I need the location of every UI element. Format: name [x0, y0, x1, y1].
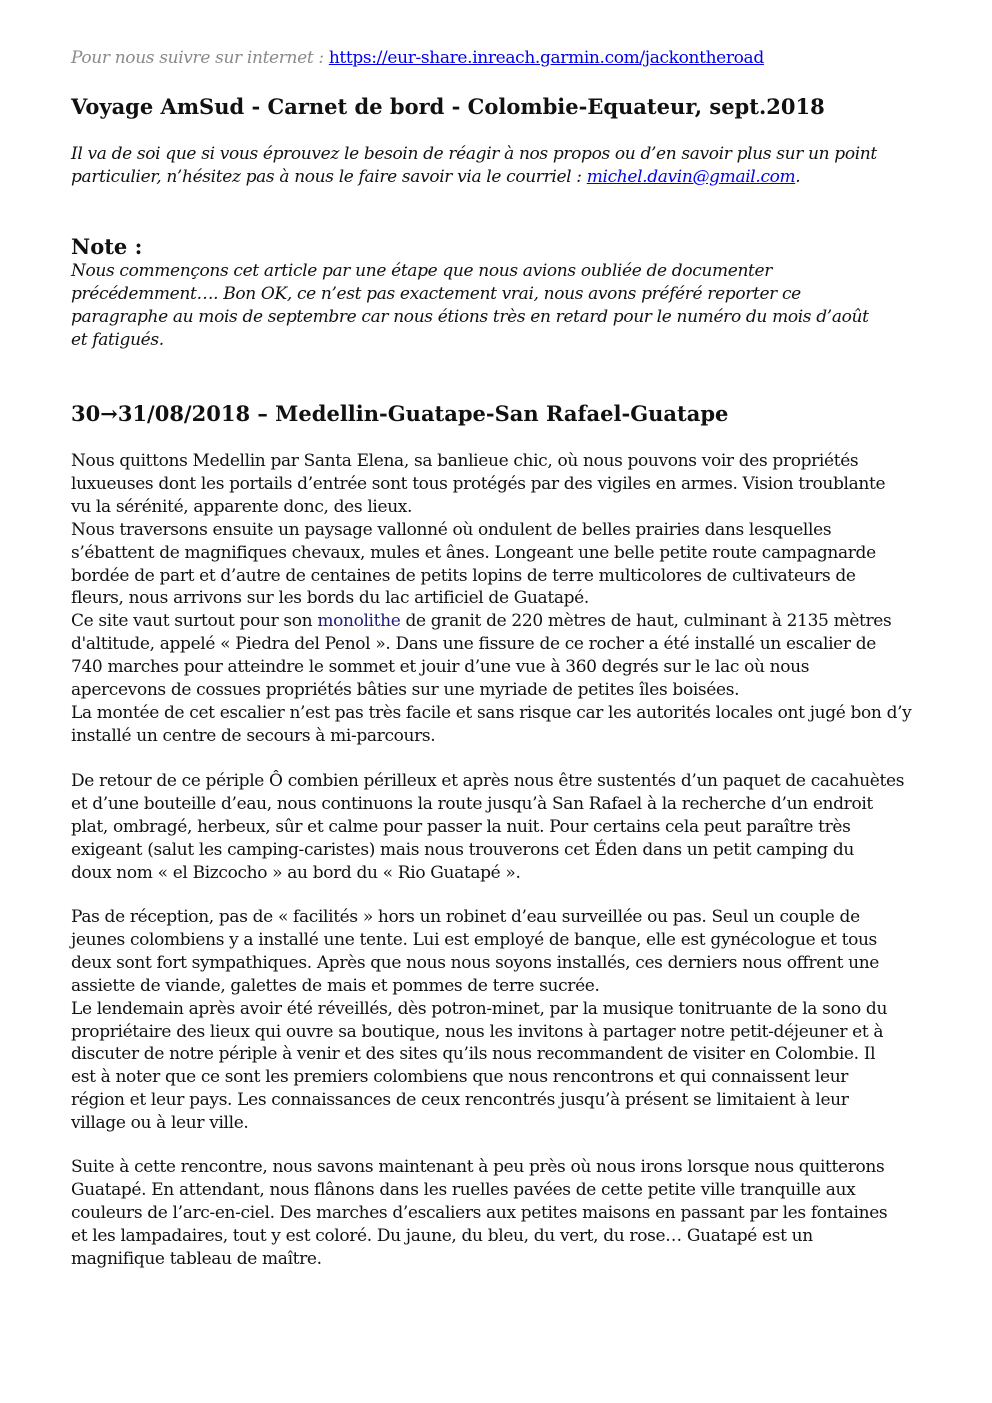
tracking-link[interactable]: https://eur-share.inreach.garmin.com/jackontheroad	[328, 48, 764, 68]
paragraph	[71, 450, 885, 610]
paragraph	[71, 633, 911, 748]
text-line: est à noter que ce sont les premiers colombiens que nous rencontrons et qui connaissent leur	[71, 1067, 849, 1088]
text-line: Nous commençons cet article par une étape que nous avions oubliée de documenter	[71, 261, 773, 281]
text-line: et d’une bouteille d’eau, nous continuons la route jusqu’à San Rafael à la recherche d’un endroit	[71, 793, 873, 814]
follow-line	[71, 47, 764, 70]
text-line: Pas de réception, pas de « facilités » hors un robinet d’eau surveillée ou pas. Seul un couple de	[71, 907, 860, 927]
intro-line: Il va de soi que si vous éprouvez le besoin de réagir à nos propos ou d’en savoir plus sur un point	[71, 144, 877, 164]
paragraph	[71, 1156, 887, 1271]
monolithe-line	[71, 610, 891, 633]
text-line: couleurs de l’arc-en-ciel. Des marches d’escaliers aux petites maisons en passant par les fontaines	[71, 1202, 888, 1223]
text-line: Guatapé. En attendant, nous flânons dans les ruelles pavées de cette petite ville tranquille aux	[71, 1179, 856, 1200]
text-line: village ou à leur ville.	[71, 1113, 249, 1134]
note-paragraph	[71, 260, 869, 352]
text-line: luxueuses dont les portails d’entrée sont tous protégés par des vigiles en armes. Vision troublante	[71, 473, 886, 494]
monolithe-highlight: monolithe	[317, 611, 401, 631]
text-line: Suite à cette rencontre, nous savons maintenant à peu près où nous irons lorsque nous quitterons	[71, 1157, 885, 1177]
text-line: s’ébattent de magnifiques chevaux, mules et ânes. Longeant une belle petite route campagnarde	[71, 542, 876, 563]
text-line: fleurs, nous arrivons sur les bords du lac artificiel de Guatapé.	[71, 588, 589, 609]
follow-label: Pour nous suivre sur internet :	[71, 48, 329, 68]
email-link[interactable]: michel.davin@gmail.com	[586, 166, 796, 187]
paragraph	[71, 770, 904, 885]
text-line: paragraphe au mois de septembre car nous étions très en retard pour le numéro du mois d’août	[71, 306, 869, 327]
text-line: installé un centre de secours à mi-parcours.	[71, 725, 436, 746]
text-line: propriétaire des lieux qui ouvre sa boutique, nous les invitons à partager notre petit-déjeuner et à	[71, 1021, 884, 1042]
note-heading: Note :	[71, 234, 143, 259]
text-line: bordée de part et d’autre de centaines de petits lopins de terre multicolores de cultivateurs de	[71, 565, 856, 586]
intro-line	[71, 166, 877, 189]
text-line: d'altitude, appelé « Piedra del Penol ». Dans une fissure de ce rocher a été installé un escalier de	[71, 634, 876, 654]
paragraph	[71, 906, 887, 1135]
text: Ce site vaut surtout pour son	[71, 611, 318, 631]
text-line: et fatigués.	[71, 329, 164, 350]
text-line: Nous quittons Medellin par Santa Elena, sa banlieue chic, où nous pouvons voir des propriétés	[71, 451, 859, 471]
text-line: vu la sérénité, apparente donc, des lieux.	[71, 496, 413, 517]
section-heading: 30→31/08/2018 – Medellin-Guatape-San Rafael-Guatape	[71, 401, 729, 426]
intro-paragraph	[71, 143, 877, 189]
intro-text: particulier, n’hésitez pas à nous le faire savoir via le courriel :	[71, 166, 587, 187]
page-title: Voyage AmSud - Carnet de bord - Colombie-Equateur, sept.2018	[71, 94, 825, 119]
text-line: exigeant (salut les camping-caristes) mais nous trouverons cet Éden dans un petit camping du	[71, 839, 855, 860]
text-line: doux nom « el Bizcocho » au bord du « Rio Guatapé ».	[71, 862, 521, 883]
text-line: Le lendemain après avoir été réveillés, dès potron-minet, par la musique tonitruante de la sono du	[71, 998, 888, 1019]
text-line: 740 marches pour atteindre le sommet et jouir d’une vue à 360 degrés sur le lac où nous	[71, 656, 810, 677]
intro-text: .	[795, 166, 801, 187]
text-line: jeunes colombiens y a installé une tente. Lui est employé de banque, elle est gynécologue et tous	[71, 929, 877, 950]
text-line: plat, ombragé, herbeux, sûr et calme pour passer la nuit. Pour certains cela peut paraître très	[71, 816, 851, 837]
text-line: assiette de viande, galettes de mais et pommes de terre sucrée.	[71, 975, 600, 996]
text-line: deux sont fort sympathiques. Après que nous nous soyons installés, ces derniers nous offrent une	[71, 952, 880, 973]
text-line: précédemment…. Bon OK, ce n’est pas exactement vrai, nous avons préféré reporter ce	[71, 283, 801, 304]
text-line: région et leur pays. Les connaissances de ceux rencontrés jusqu’à présent se limitaient à leur	[71, 1090, 849, 1111]
text-line: discuter de notre périple à venir et des sites qu’ils nous recommandent de visiter en Colombie. Il	[71, 1044, 876, 1065]
text-line: Nous traversons ensuite un paysage vallonné où ondulent de belles prairies dans lesquelles	[71, 519, 832, 540]
text-line: La montée de cet escalier n’est pas très facile et sans risque car les autorités locales ont jugé bon d’y	[71, 702, 912, 723]
text-line: apercevons de cossues propriétés bâties sur une myriade de petites îles boisées.	[71, 679, 740, 700]
text-line: De retour de ce périple Ô combien périlleux et après nous être sustentés d’un paquet de cacahuètes	[71, 771, 905, 791]
text: de granit de 220 mètres de haut, culminant à 2135 mètres	[400, 611, 892, 631]
text-line: magnifique tableau de maître.	[71, 1248, 322, 1269]
text-line: et les lampadaires, tout y est coloré. Du jaune, du bleu, du vert, du rose… Guatapé est un	[71, 1225, 813, 1246]
